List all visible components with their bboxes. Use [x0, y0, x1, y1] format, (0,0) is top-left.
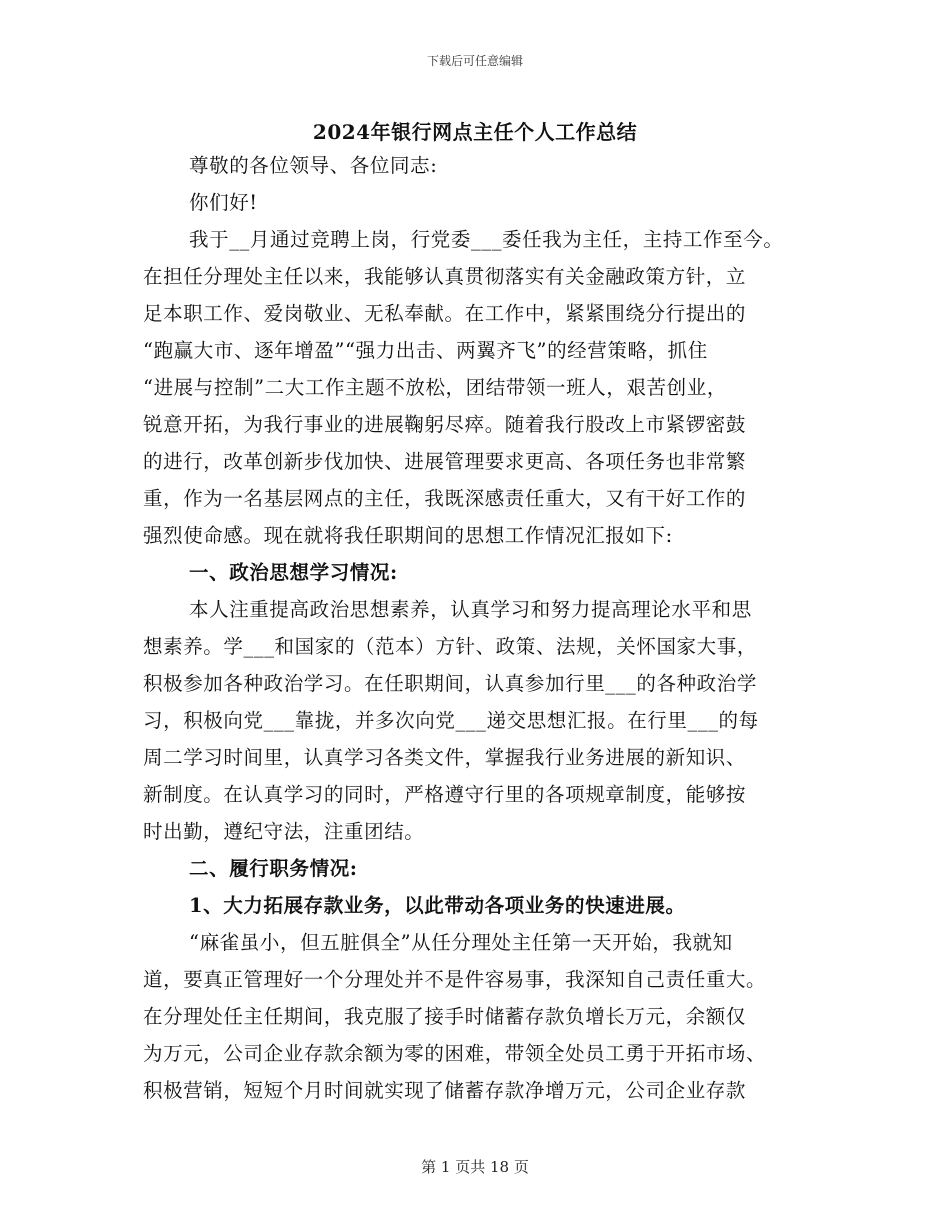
paragraph-line: 本人注重提高政治思想素养，认真学习和努力提高理论水平和思	[189, 598, 752, 621]
paragraph-line: 为万元，公司企业存款余额为零的困难，带领全处员工勇于开拓市场、	[143, 1042, 767, 1065]
paragraph-line: “麻雀虽小，但五脏俱全”从任分理处主任第一天开始，我就知	[189, 931, 733, 954]
section-heading: 二、履行职务情况:	[189, 857, 358, 880]
header-note: 下载后可任意编辑	[426, 54, 523, 68]
paragraph-line: 在担任分理处主任以来，我能够认真贯彻落实有关金融政策方针，立	[143, 265, 747, 288]
paragraph-line: 时出勤，遵纪守法，注重团结。	[143, 820, 425, 843]
paragraph-line: 想素养。学___和国家的（范本）方针、政策、法规，关怀国家大事，	[143, 635, 757, 658]
paragraph-line: 习，积极向党___靠拢，并多次向党___递交思想汇报。在行里___的每	[143, 709, 759, 732]
paragraph-line: 尊敬的各位领导、各位同志:	[189, 154, 438, 177]
paragraph-line: 你们好!	[189, 191, 258, 214]
paragraph-line: 的进行，改革创新步伐加快、进展管理要求更高、各项任务也非常繁	[143, 450, 747, 473]
page-footer: 第 1 页共 18 页	[421, 1158, 529, 1176]
paragraph-line: 新制度。在认真学习的同时，严格遵守行里的各项规章制度，能够按	[143, 783, 747, 806]
paragraph-line: “跑赢大市、逐年增盈”“强力出击、两翼齐飞”的经营策略，抓住	[143, 339, 708, 362]
section-heading: 1、大力拓展存款业务，以此带动各项业务的快速进展。	[189, 894, 686, 917]
paragraph-line: 积极参加各种政治学习。在任职期间，认真参加行里___的各种政治学	[143, 672, 757, 695]
paragraph-line: 我于__月通过竞聘上岗，行党委___委任我为主任，主持工作至今。	[189, 228, 784, 251]
paragraph-line: 积极营销，短短个月时间就实现了储蓄存款净增万元，公司企业存款	[143, 1079, 747, 1102]
paragraph-line: 道，要真正管理好一个分理处并不是件容易事，我深知自己责任重大。	[143, 968, 767, 991]
paragraph-line: 锐意开拓，为我行事业的进展鞠躬尽瘁。随着我行股改上市紧锣密鼓	[143, 413, 747, 436]
document-body	[143, 147, 803, 1109]
paragraph-line: 强烈使命感。现在就将我任职期间的思想工作情况汇报如下:	[143, 524, 673, 547]
paragraph-line: 重，作为一名基层网点的主任，我既深感责任重大，又有干好工作的	[143, 487, 747, 510]
paragraph-line: “进展与控制”二大工作主题不放松，团结带领一班人，艰苦创业，	[143, 376, 727, 399]
paragraph-line: 在分理处任主任期间，我克服了接手时储蓄存款负增长万元，余额仅	[143, 1005, 747, 1028]
paragraph-line: 周二学习时间里，认真学习各类文件，掌握我行业务进展的新知识、	[143, 746, 747, 769]
document-title: 2024年银行网点主任个人工作总结	[312, 120, 638, 144]
section-heading: 一、政治思想学习情况:	[189, 561, 398, 584]
paragraph-line: 足本职工作、爱岗敬业、无私奉献。在工作中，紧紧围绕分行提出的	[143, 302, 747, 325]
